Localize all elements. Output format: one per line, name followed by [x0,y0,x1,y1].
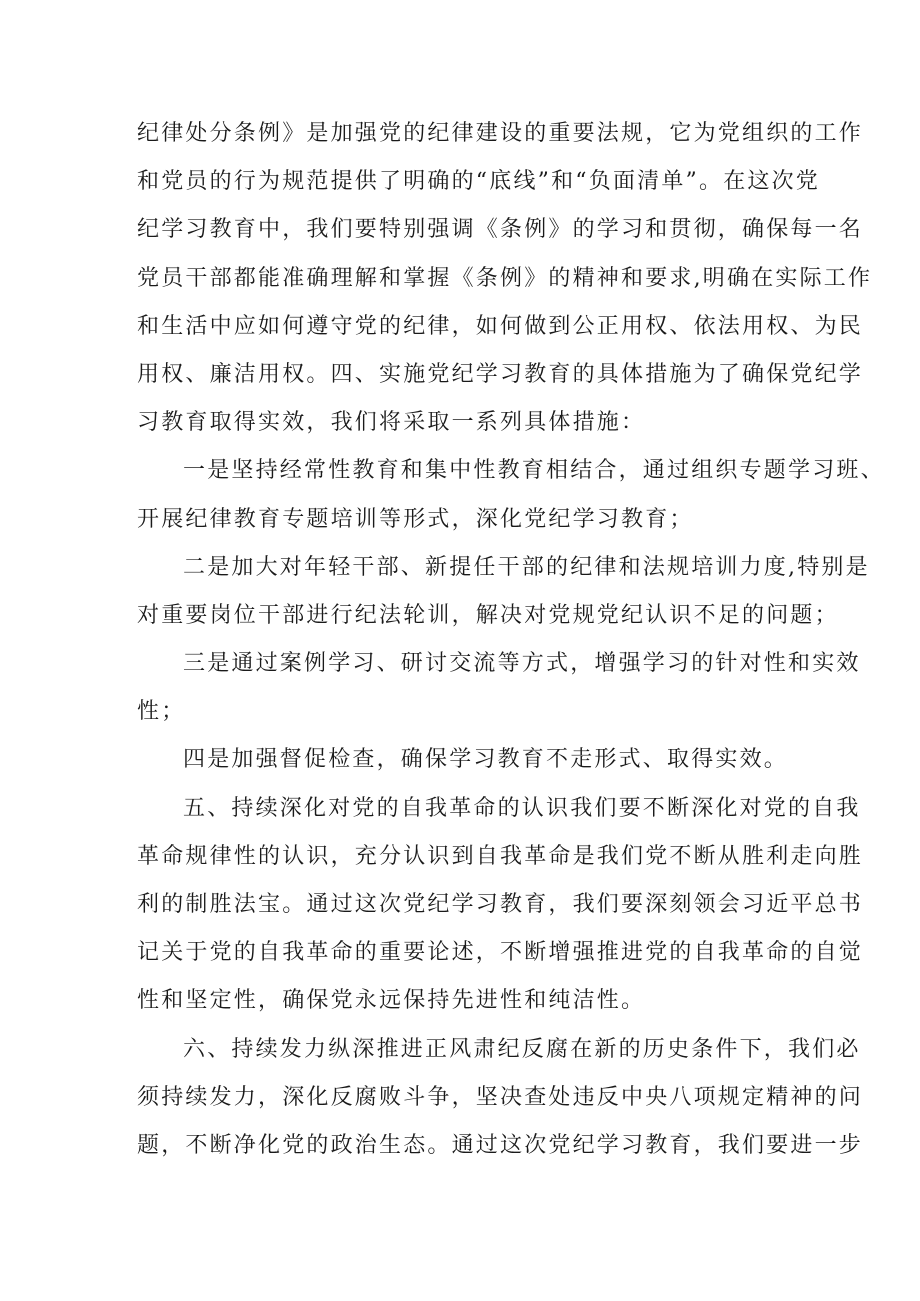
text-line: 二是加大对年轻干部、新提任干部的纪律和法规培训力度,特别是 [183,554,870,580]
text-line: 一是坚持经常性教育和集中性教育相结合，通过组织专题学习班、 [183,458,885,484]
text-line: 纪学习教育中，我们要特别强调《条例》的学习和贯彻，确保每一名 [137,217,864,243]
text-line: 性； [137,699,186,725]
text-line: 开展纪律教育专题培训等形式，深化党纪学习教育； [137,506,694,532]
text-line: 题，不断净化党的政治生态。通过这次党纪学习教育，我们要进一步 [137,1132,864,1158]
text-line: 六、持续发力纵深推进正风肃纪反腐在新的历史条件下，我们必 [183,1036,861,1062]
text-line: 三是通过案例学习、研讨交流等方式，增强学习的针对性和实效 [183,651,861,677]
document-body [137,110,885,1170]
text-line: 须持续发力，深化反腐败斗争，坚决查处违反中央八项规定精神的问 [137,1084,864,1110]
text-line: 纪律处分条例》是加强党的纪律建设的重要法规，它为党组织的工作 [137,121,864,146]
text-line: 五、持续深化对党的自我革命的认识我们要不断深化对党的自我 [183,795,861,821]
text-line: 革命规律性的认识，充分认识到自我革命是我们党不断从胜利走向胜 [137,843,864,869]
text-line: 对重要岗位干部进行纪法轮训，解决对党规党纪认识不足的问题； [137,602,839,628]
text-line: 四是加强督促检查，确保学习教育不走形式、取得实效。 [183,747,789,773]
text-line: 性和坚定性，确保党永远保持先进性和纯洁性。 [137,988,646,1014]
text-line: 和党员的行为规范提供了明确的“底线”和“负面清单”。在这次党 [137,169,820,195]
text-line: 利的制胜法宝。通过这次党纪学习教育，我们要深刻领会习近平总书 [137,892,864,917]
text-line: 和生活中应如何遵守党的纪律，如何做到公正用权、依法用权、为民 [137,313,864,339]
text-line: 用权、廉洁用权。四、实施党纪学习教育的具体措施为了确保党纪学 [137,361,864,387]
text-line: 记关于党的自我革命的重要论述，不断增强推进党的自我革命的自觉 [137,940,864,966]
text-line: 党员干部都能准确理解和掌握《条例》的精神和要求,明确在实际工作 [137,265,873,291]
text-line: 习教育取得实效，我们将采取一系列具体措施： [137,410,646,436]
